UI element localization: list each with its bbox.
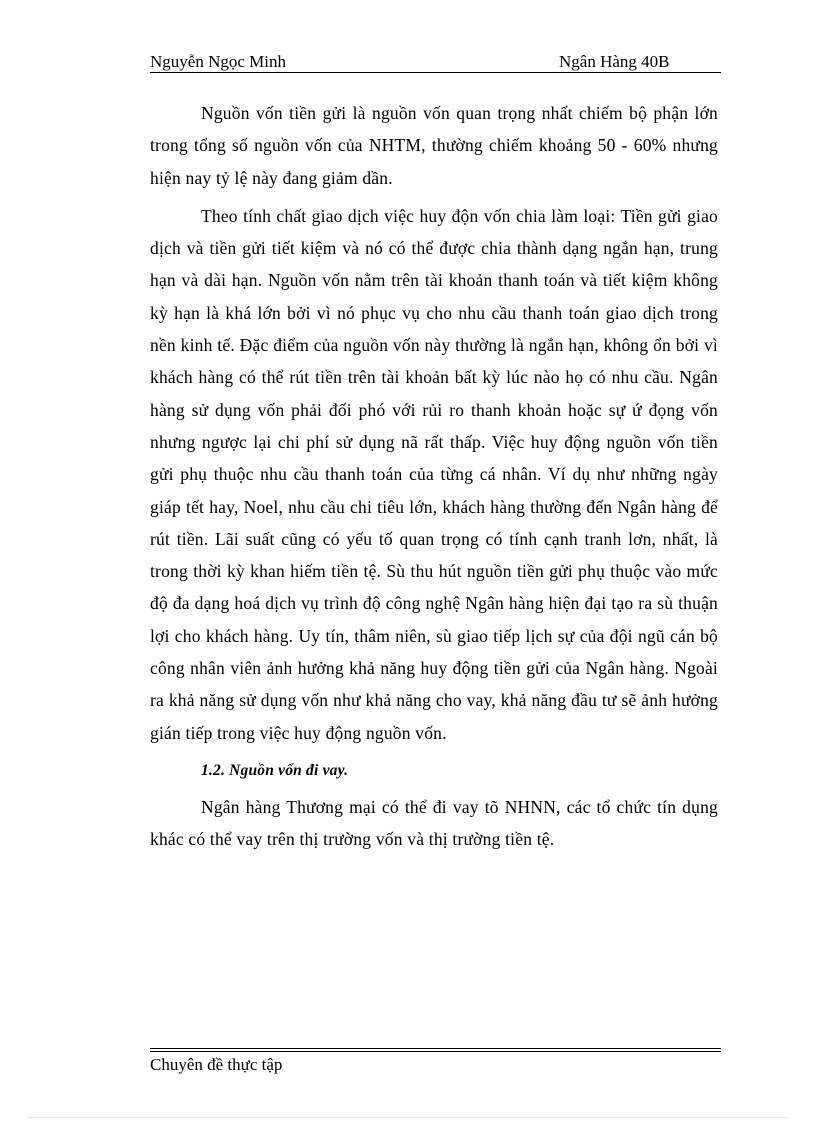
- page-header: [150, 50, 721, 73]
- footer-rule-top: [150, 1048, 721, 1049]
- paragraph-deposit-capital: Nguồn vốn tiền gửi là nguồn vốn quan trọng nhất chiếm bộ phận lớn trong tổng số nguồn vốn của NHTM, thường chiếm khoảng 50 - 60% nhưng hiện nay tỷ lệ này đang giảm dần.: [150, 103, 718, 188]
- paragraph-borrowed-capital: Ngân hàng Thương mại có thể đi vay tõ NHNN, các tổ chức tín dụng khác có thể vay trên thị trường vốn và thị trường tiền tệ.: [150, 796, 718, 850]
- footer-rule-bottom: [150, 1051, 721, 1052]
- header-class: Ngân Hàng 40B: [559, 52, 670, 71]
- document-body: [150, 97, 718, 862]
- section-heading-borrowed-capital: 1.2. Nguồn vốn đi vay.: [201, 761, 349, 779]
- header-author: Nguyễn Ngọc Minh: [150, 52, 286, 71]
- page-bottom-divider: [28, 1117, 788, 1118]
- paragraph-deposit-characteristics: Theo tính chất giao dịch việc huy độn vốn chia làm loại: Tiền gửi giao dịch và tiền gửi tiết kiệm và nó có thể được chia thành dạng ngắn hạn, trung hạn và dài hạn. Nguồn vốn nằm trên tài khoản thanh toán và tiết kiệm không kỳ hạn là khá lớn bởi vì nó phục vụ cho nhu cầu thanh toán giao dịch trong nền kinh tế. Đặc điểm của nguồn vốn này thường là ngắn hạn, không ổn bởi vì khách hàng có thể rút tiền trên tài khoản bất kỳ lúc nào họ có nhu cầu. Ngân hàng sử dụng vốn phải đối phó với rủi ro thanh khoản hoặc sự ứ đọng vốn nhưng ngược lại chi phí sử dụng nã rất thấp. Việc huy động nguồn vốn tiền gửi phụ thuộc nhu cầu thanh toán của từng cá nhân. Ví dụ như những ngày giáp tết hay, Noel, nhu cầu chi tiêu lớn, khách hàng thường đến Ngân hàng để rút tiền. Lãi suất cũng có yếu tố quan trọng có tính cạnh tranh lơn, nhất, là trong thời kỳ khan hiếm tiền tệ. Sù thu hút nguồn tiền gửi phụ thuộc vào mức độ đa dạng hoá dịch vụ trình độ công nghệ Ngân hàng hiện đại tạo ra sù thuận lợi cho khách hàng. Uy tín, thâm niên, sù giao tiếp lịch sự của đội ngũ cán bộ công nhân viên ảnh hưởng khả năng huy động tiền gửi của Ngân hàng. Ngoài ra khả năng sử dụng vốn như khả năng cho vay, khả năng đầu tư sẽ ảnh hưởng gián tiếp trong việc huy động nguồn vốn.: [150, 205, 718, 743]
- page-footer: Chuyên đề thực tập: [150, 1055, 283, 1074]
